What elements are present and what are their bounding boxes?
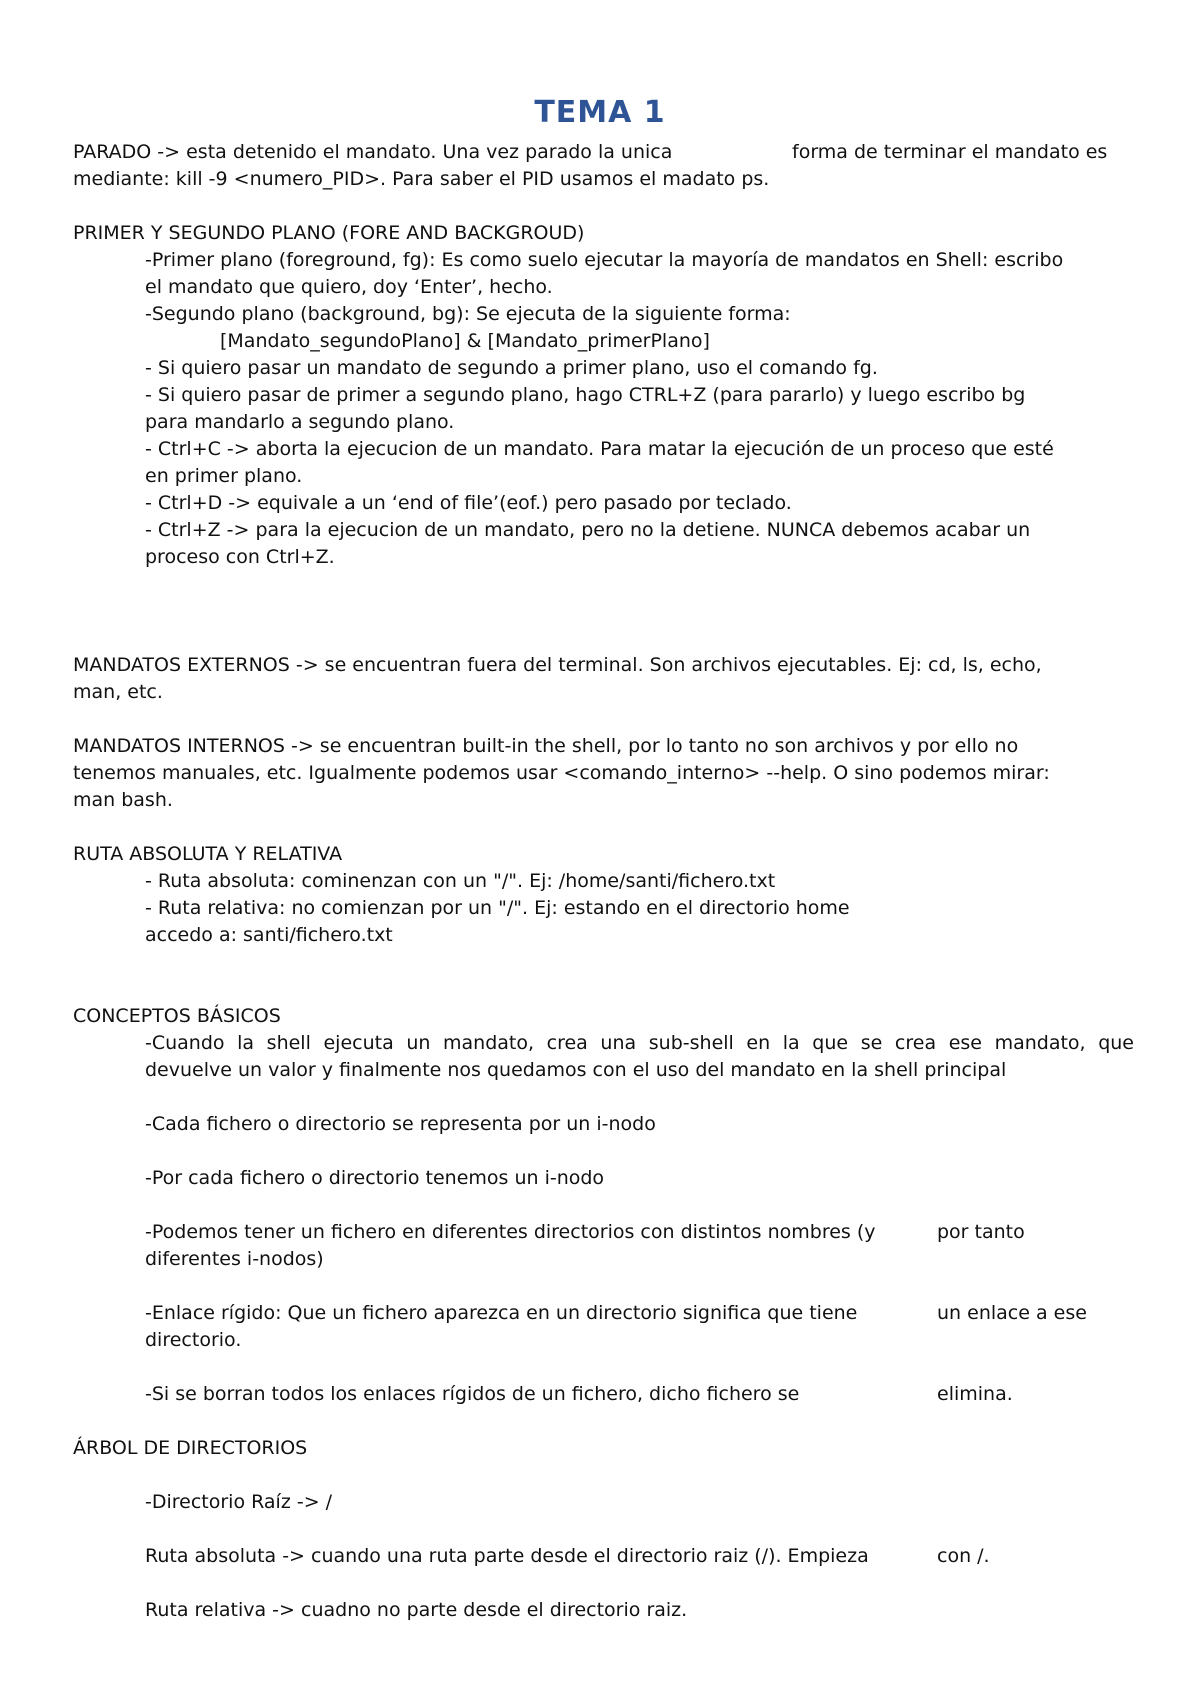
planos-line: -Segundo plano (background, bg): Se ejecuta de la siguiente forma: (145, 303, 791, 325)
arbol-heading: ÁRBOL DE DIRECTORIOS (73, 1437, 308, 1459)
planos-line: proceso con Ctrl+Z. (145, 546, 335, 568)
externos-line-2: man, etc. (73, 681, 163, 703)
arbol-raiz: -Directorio Raíz -> / (145, 1491, 333, 1513)
externos-line-1: MANDATOS EXTERNOS -> se encuentran fuera del terminal. Son archivos ejecutables. Ej: cd, ls, echo, (73, 654, 1042, 676)
planos-line: en primer plano. (145, 465, 303, 487)
conceptos-podemos-b: por tanto (937, 1221, 1025, 1243)
ruta-line-3: accedo a: santi/fichero.txt (145, 924, 393, 946)
conceptos-borran-b: elimina. (937, 1383, 1013, 1405)
arbol-relativa: Ruta relativa -> cuadno no parte desde el directorio raiz. (145, 1599, 688, 1621)
arbol-absoluta-a: Ruta absoluta -> cuando una ruta parte desde el directorio raiz (/). Empieza (145, 1545, 869, 1567)
conceptos-enlace-line-2: directorio. (145, 1329, 242, 1351)
ruta-line-2: - Ruta relativa: no comienzan por un "/". Ej: estando en el directorio home (145, 897, 850, 919)
internos-line-1: MANDATOS INTERNOS -> se encuentran built-in the shell, por lo tanto no son archivos y por ello no (73, 735, 1019, 757)
conceptos-shell-line-2: devuelve un valor y finalmente nos quedamos con el uso del mandato en la shell principal (145, 1059, 1007, 1081)
parado-line-1b: forma de terminar el mandato es (792, 141, 1108, 163)
conceptos-shell-line-1: -Cuando la shell ejecuta un mandato, crea una sub-shell en la que se crea ese mandato, que (145, 1032, 1134, 1054)
planos-line: - Ctrl+Z -> para la ejecucion de un mandato, pero no la detiene. NUNCA debemos acabar un (145, 519, 1031, 541)
document-title: TEMA 1 (534, 95, 666, 130)
planos-line: - Si quiero pasar un mandato de segundo a primer plano, uso el comando fg. (145, 357, 878, 379)
conceptos-podemos-line-2: diferentes i-nodos) (145, 1248, 324, 1270)
parado-line-2: mediante: kill -9 <numero_PID>. Para saber el PID usamos el madato ps. (73, 168, 770, 190)
planos-line: - Ctrl+C -> aborta la ejecucion de un mandato. Para matar la ejecución de un proceso que esté (145, 438, 1054, 460)
conceptos-inodo-1: -Cada fichero o directorio se representa por un i-nodo (145, 1113, 656, 1135)
internos-line-3: man bash. (73, 789, 173, 811)
conceptos-borran-a: -Si se borran todos los enlaces rígidos de un fichero, dicho fichero se (145, 1383, 800, 1405)
planos-line: -Primer plano (foreground, fg): Es como suelo ejecutar la mayoría de mandatos en Shell: escribo (145, 249, 1064, 271)
parado-line-1a: PARADO -> esta detenido el mandato. Una vez parado la unica (73, 141, 673, 163)
planos-heading: PRIMER Y SEGUNDO PLANO (FORE AND BACKGROUD) (73, 222, 585, 244)
planos-line: - Si quiero pasar de primer a segundo plano, hago CTRL+Z (para pararlo) y luego escribo bg (145, 384, 1026, 406)
conceptos-inodo-2: -Por cada fichero o directorio tenemos un i-nodo (145, 1167, 605, 1189)
internos-line-2: tenemos manuales, etc. Igualmente podemos usar <comando_interno> --help. O sino podemos mirar: (73, 762, 1050, 784)
conceptos-enlace-a: -Enlace rígido: Que un fichero aparezca en un directorio significa que tiene (145, 1302, 858, 1324)
conceptos-podemos-a: -Podemos tener un fichero en diferentes directorios con distintos nombres (y (145, 1221, 876, 1243)
conceptos-enlace-b: un enlace a ese (937, 1302, 1087, 1324)
planos-line: el mandato que quiero, doy ‘Enter’, hecho. (145, 276, 553, 298)
planos-line: para mandarlo a segundo plano. (145, 411, 455, 433)
planos-syntax: [Mandato_segundoPlano] & [Mandato_primerPlano] (220, 330, 710, 352)
ruta-line-1: - Ruta absoluta: cominenzan con un "/". Ej: /home/santi/fichero.txt (145, 870, 776, 892)
planos-line: - Ctrl+D -> equivale a un ‘end of file’(eof.) pero pasado por teclado. (145, 492, 792, 514)
arbol-absoluta-b: con /. (937, 1545, 990, 1567)
conceptos-heading: CONCEPTOS BÁSICOS (73, 1005, 281, 1027)
ruta-heading: RUTA ABSOLUTA Y RELATIVA (73, 843, 343, 865)
